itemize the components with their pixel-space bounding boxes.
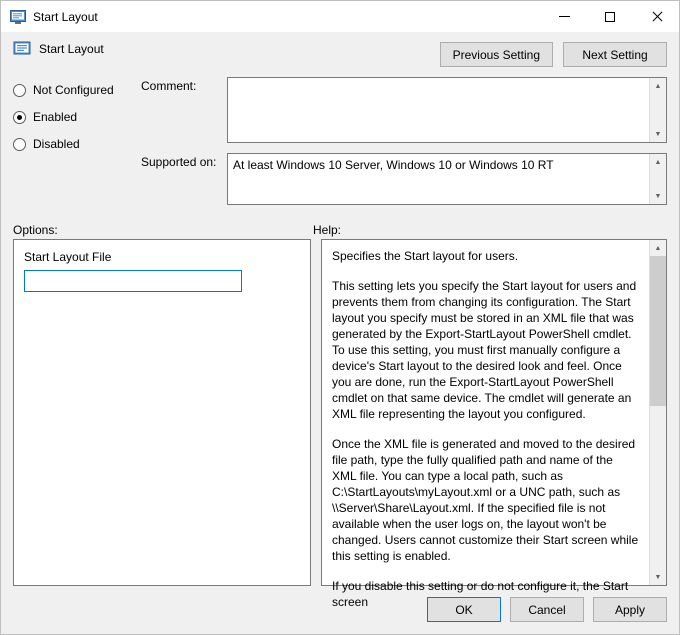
supported-scroll-up-icon[interactable]: ▲ — [654, 158, 662, 166]
policy-window-icon — [10, 9, 26, 25]
comment-scroll-down-icon[interactable]: ▼ — [654, 130, 662, 138]
comment-scrollbar[interactable] — [649, 78, 666, 142]
comment-value[interactable] — [228, 78, 649, 142]
comment-supported-fields — [141, 77, 667, 205]
maximize-button[interactable] — [587, 1, 633, 32]
comment-row — [141, 77, 667, 143]
close-button[interactable] — [633, 1, 679, 32]
start-layout-file-label: Start Layout File — [24, 250, 112, 264]
help-scroll-thumb[interactable] — [650, 256, 666, 406]
supported-scroll-down-icon[interactable]: ▼ — [654, 192, 662, 200]
radio-disabled-indicator — [13, 138, 26, 151]
comment-scroll-track[interactable] — [650, 94, 666, 126]
comment-textbox[interactable] — [227, 77, 667, 143]
supported-row — [141, 153, 667, 205]
radio-enabled[interactable] — [13, 110, 133, 124]
help-panel — [321, 239, 667, 609]
next-setting-button[interactable]: Next Setting — [563, 42, 667, 67]
radio-not-configured[interactable] — [13, 83, 133, 97]
ok-button[interactable]: OK — [427, 597, 501, 622]
policy-icon — [13, 40, 31, 58]
window-title: Start Layout — [33, 9, 98, 24]
radio-not-configured-indicator — [13, 84, 26, 97]
supported-scroll-track[interactable] — [650, 170, 666, 188]
radio-enabled-label: Enabled — [33, 110, 78, 124]
setting-state-area — [1, 67, 679, 215]
radio-disabled-label: Disabled — [33, 137, 80, 151]
help-paragraph-1: Specifies the Start layout for users. — [332, 249, 519, 263]
state-radio-group — [13, 83, 133, 164]
help-scroll-down-icon[interactable]: ▼ — [654, 573, 662, 581]
supported-scrollbar[interactable] — [649, 154, 666, 204]
window-controls — [541, 1, 679, 32]
help-paragraph-4: If you disable this setting or do not configure it, the Start screen — [332, 579, 629, 609]
supported-value: At least Windows 10 Server, Windows 10 or Windows 10 RT — [233, 158, 554, 172]
help-paragraph-3: Once the XML file is generated and moved to the desired file path, type the fully qualified path and name of the XML file. You can type a local path, such as C:\StartLayouts\myLayout.xml or a UNC path, such as \\Server\Share\Layout.xml. If the specified file is not available when the user logs on, the layout won't be changed. Users cannot customize their Start screen while this setting is enabled. — [332, 437, 639, 563]
panels-area — [1, 239, 679, 609]
maximize-icon — [605, 12, 615, 22]
comment-label: Comment: — [141, 79, 197, 93]
cancel-button[interactable]: Cancel — [510, 597, 584, 622]
help-label: Help: — [313, 223, 342, 237]
radio-disabled[interactable] — [13, 137, 133, 151]
close-icon — [651, 11, 662, 22]
minimize-button[interactable] — [541, 1, 587, 32]
supported-textbox[interactable] — [227, 153, 667, 205]
help-scroll-up-icon[interactable]: ▲ — [654, 244, 662, 252]
section-labels — [1, 215, 679, 239]
supported-label: Supported on: — [141, 155, 217, 169]
help-paragraph-2: This setting lets you specify the Start layout for users and prevents them from changing its configuration. The Start layout you specify must be stored in an XML file that was generated by the Export-StartLayout PowerShell cmdlet. To use this setting, you must first manually configure a device's Start layout to the desired look and feel. Once you are done, run the Export-StartLayout PowerShell cmdlet on that same device. The cmdlet will generate an XML file representing the layout you configured. — [332, 279, 637, 421]
options-label: Options: — [13, 223, 58, 237]
comment-scroll-up-icon[interactable]: ▲ — [654, 82, 662, 90]
policy-header-left — [13, 40, 104, 58]
start-layout-file-input[interactable] — [24, 270, 242, 292]
apply-button[interactable]: Apply — [593, 597, 667, 622]
minimize-icon — [559, 16, 570, 17]
help-scrollbar[interactable] — [649, 240, 666, 585]
navigation-buttons — [440, 40, 667, 67]
title-bar — [1, 1, 679, 32]
radio-not-configured-label: Not Configured — [33, 83, 114, 97]
options-panel — [13, 239, 311, 586]
help-text — [322, 240, 649, 609]
policy-header — [1, 32, 679, 67]
previous-setting-button[interactable]: Previous Setting — [440, 42, 553, 67]
radio-enabled-indicator — [13, 111, 26, 124]
policy-name: Start Layout — [39, 42, 104, 56]
